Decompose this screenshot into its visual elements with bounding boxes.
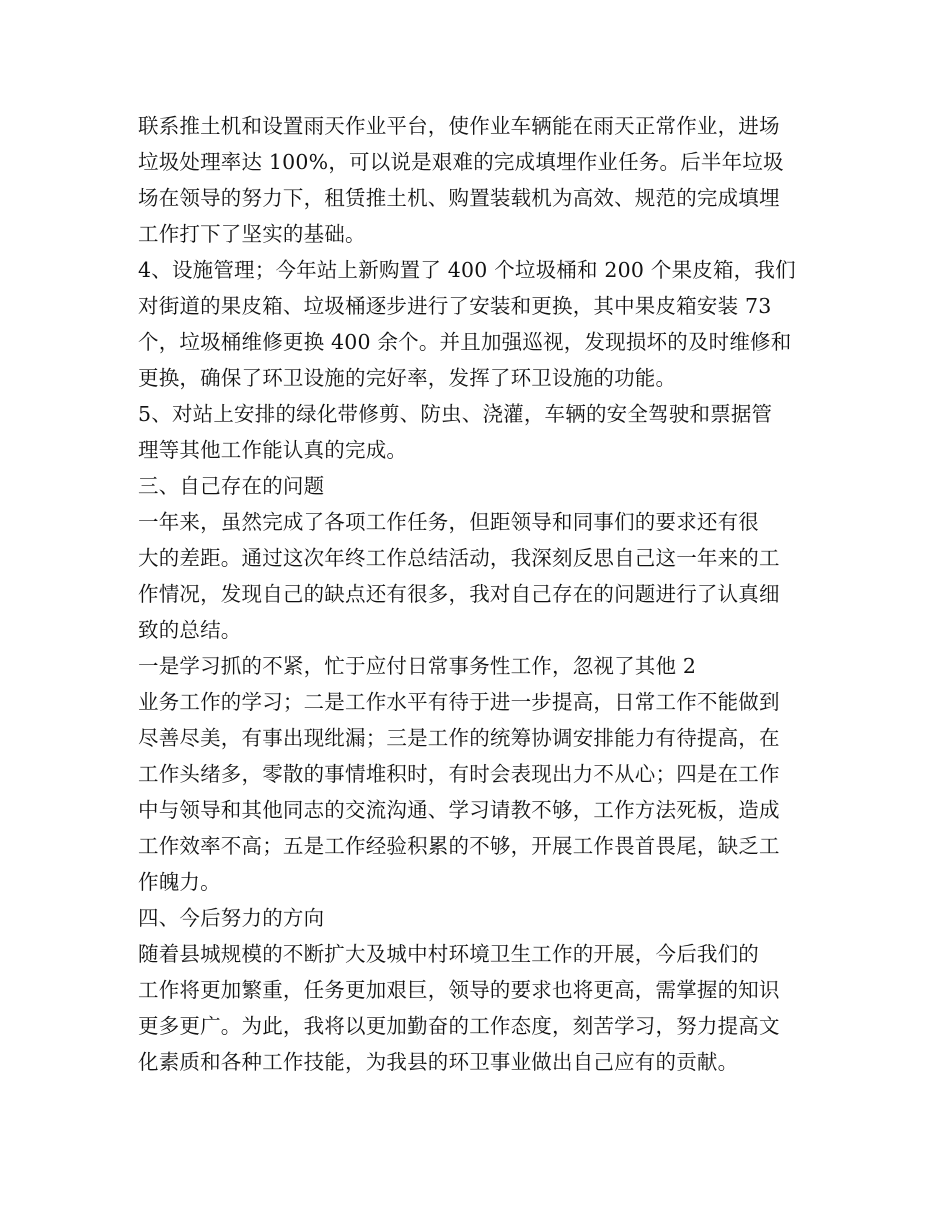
text-line: 工作头绪多，零散的事情堆积时，有时会表现出力不从心；四是在工作	[138, 762, 780, 786]
text-line: 工作效率不高；五是工作经验积累的不够，开展工作畏首畏尾，缺乏工	[138, 834, 780, 858]
text-line: 作魄力。	[138, 870, 221, 894]
text-line: 作情况，发现自己的缺点还有很多，我对自己存在的问题进行了认真细	[138, 582, 780, 606]
text-line: 对街道的果皮箱、垃圾桶逐步进行了安装和更换，其中果皮箱安装 73	[138, 294, 772, 318]
text-line: 尽善尽美，有事出现纰漏；三是工作的统筹协调安排能力有待提高，在	[138, 726, 780, 750]
text-line: 业务工作的学习；二是工作水平有待于进一步提高，日常工作不能做到	[138, 690, 780, 714]
text-line: 5、对站上安排的绿化带修剪、防虫、浇灌，车辆的安全驾驶和票据管	[138, 402, 773, 426]
text-line: 大的差距。通过这次年终工作总结活动，我深刻反思自己这一年来的工	[138, 546, 780, 570]
text-line: 随着县城规模的不断扩大及城中村环境卫生工作的开展，今后我们的	[138, 942, 759, 966]
text-line: 理等其他工作能认真的完成。	[138, 438, 408, 462]
text-line: 垃圾处理率达 100%，可以说是艰难的完成填埋作业任务。后半年垃圾	[138, 150, 784, 174]
section-heading: 四、今后努力的方向	[138, 906, 325, 930]
text-line: 4、设施管理；今年站上新购置了 400 个垃圾桶和 200 个果皮箱，我们	[138, 258, 796, 282]
text-line: 化素质和各种工作技能，为我县的环卫事业做出自己应有的贡献。	[138, 1050, 739, 1074]
text-line: 一年来，虽然完成了各项工作任务，但距领导和同事们的要求还有很	[138, 510, 759, 534]
text-line: 工作将更加繁重，任务更加艰巨，领导的要求也将更高，需掌握的知识	[138, 978, 780, 1002]
text-line: 更多更广。为此，我将以更加勤奋的工作态度，刻苦学习，努力提高文	[138, 1014, 780, 1038]
document-body	[138, 108, 818, 1080]
text-line: 致的总结。	[138, 618, 242, 642]
text-line: 工作打下了坚实的基础。	[138, 222, 366, 246]
text-line: 一是学习抓的不紧，忙于应付日常事务性工作，忽视了其他 2	[138, 654, 697, 678]
text-line: 个，垃圾桶维修更换 400 余个。并且加强巡视，发现损坏的及时维修和	[138, 330, 792, 354]
text-line: 场在领导的努力下，租赁推土机、购置装载机为高效、规范的完成填埋	[138, 186, 780, 210]
text-line: 更换，确保了环卫设施的完好率，发挥了环卫设施的功能。	[138, 366, 677, 390]
text-line: 联系推土机和设置雨天作业平台，使作业车辆能在雨天正常作业，进场	[138, 114, 780, 138]
section-heading: 三、自己存在的问题	[138, 474, 325, 498]
text-line: 中与领导和其他同志的交流沟通、学习请教不够，工作方法死板，造成	[138, 798, 780, 822]
